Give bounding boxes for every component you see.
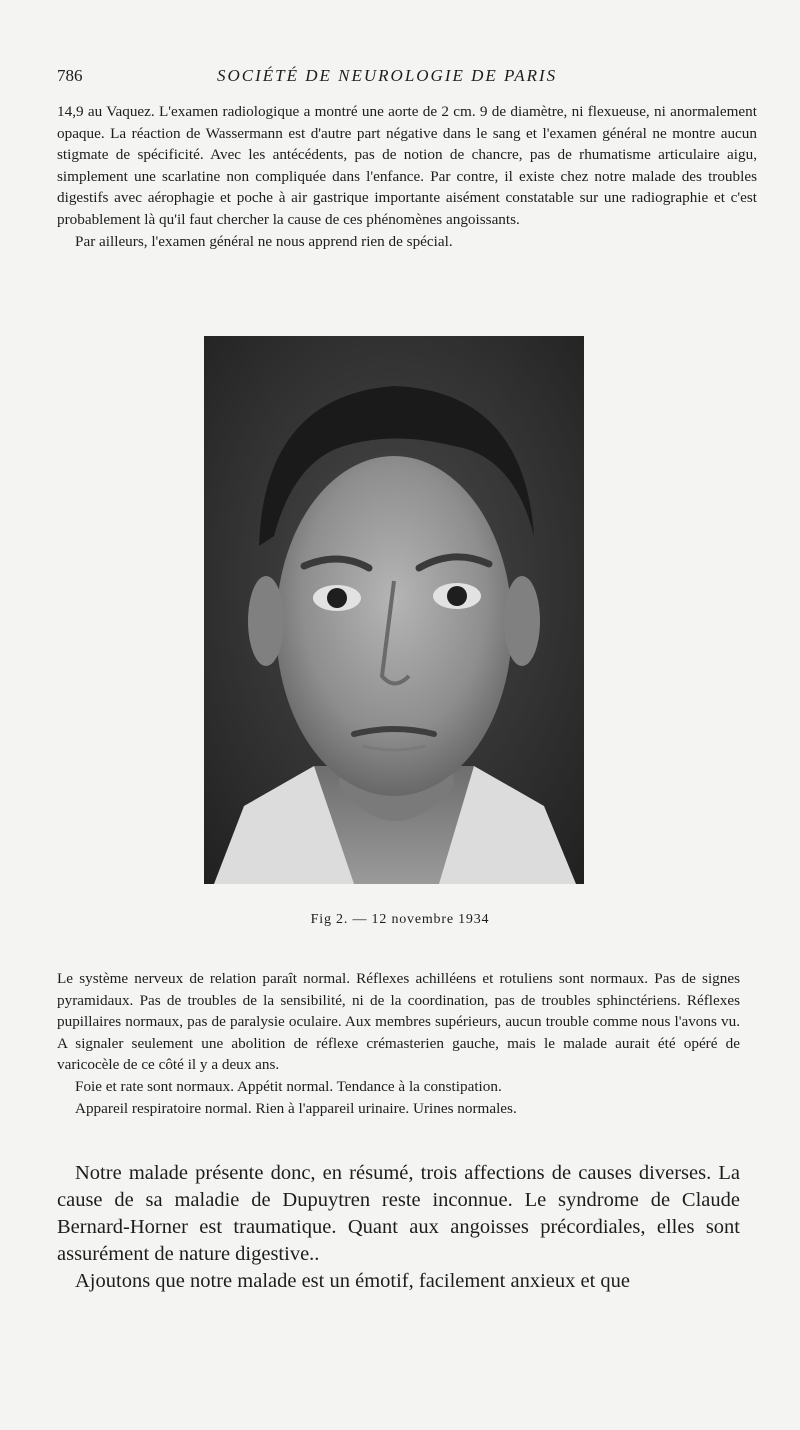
bottom-paragraph-2: Ajoutons que notre malade est un émotif, facilement anxieux et que <box>75 1270 631 1292</box>
middle-paragraph-1: Le système nerveux de relation paraît normal. Réflexes achilléens et rotuliens sont normaux. Pas de signes pyramidaux. Pas de troubles de la sensibilité, ni de la coordination, pas de troubles sphinctériens. Réflexes pupillaires normaux, pas de paralysie oculaire. Aux membres supérieurs, aucun trouble comme nous l'avons vu. A signaler seulement une abolition de réflexe crémasterien gauche, mais le malade aurait été opéré de varicocèle de ce côté il y a deux ans. <box>57 970 740 1074</box>
portrait-illustration <box>204 336 584 884</box>
patient-photograph <box>204 336 584 884</box>
running-head <box>57 64 757 88</box>
middle-paragraph-2: Foie et rate sont normaux. Appétit normal. Tendance à la constipation. <box>75 1077 502 1095</box>
middle-text-block <box>57 968 740 1119</box>
middle-paragraph-3: Appareil respiratoire normal. Rien à l'appareil urinaire. Urines normales. <box>75 1099 517 1117</box>
figure-caption: Fig 2. — 12 novembre 1934 <box>310 912 490 927</box>
bottom-paragraph-1: Notre malade présente donc, en résumé, trois affections de causes diverses. La cause de sa maladie de Dupuytren reste inconnue. Le syndrome de Claude Bernard-Horner est traumatique. Quant aux angoisses précordiales, elles sont assurément de nature digestive.. <box>57 1162 740 1265</box>
top-text-block <box>57 101 757 252</box>
journal-title: SOCIÉTÉ DE NEUROLOGIE DE PARIS <box>217 66 558 85</box>
top-paragraph-2: Par ailleurs, l'examen général ne nous apprend rien de spécial. <box>75 232 453 250</box>
bottom-text-block <box>57 1160 740 1295</box>
top-paragraph-1: 14,9 au Vaquez. L'examen radiologique a montré une aorte de 2 cm. 9 de diamètre, ni flexueuse, ni anormalement opaque. La réaction de Wassermann est d'autre part négative dans le sang et l'examen général ne montre aucun stigmate de spécificité. Avec les antécédents, pas de notion de chancre, pas de rhumatisme articulaire aigu, simplement une scarlatine non compliquée dans l'enfance. Par contre, il existe chez notre malade des troubles digestifs avec aérophagie et poche à air gastrique importante aisément constatable sur une radiographie et c'est probablement là qu'il faut chercher la cause de ces phénomènes angoissants. <box>57 103 757 228</box>
page-number: 786 <box>57 66 83 85</box>
